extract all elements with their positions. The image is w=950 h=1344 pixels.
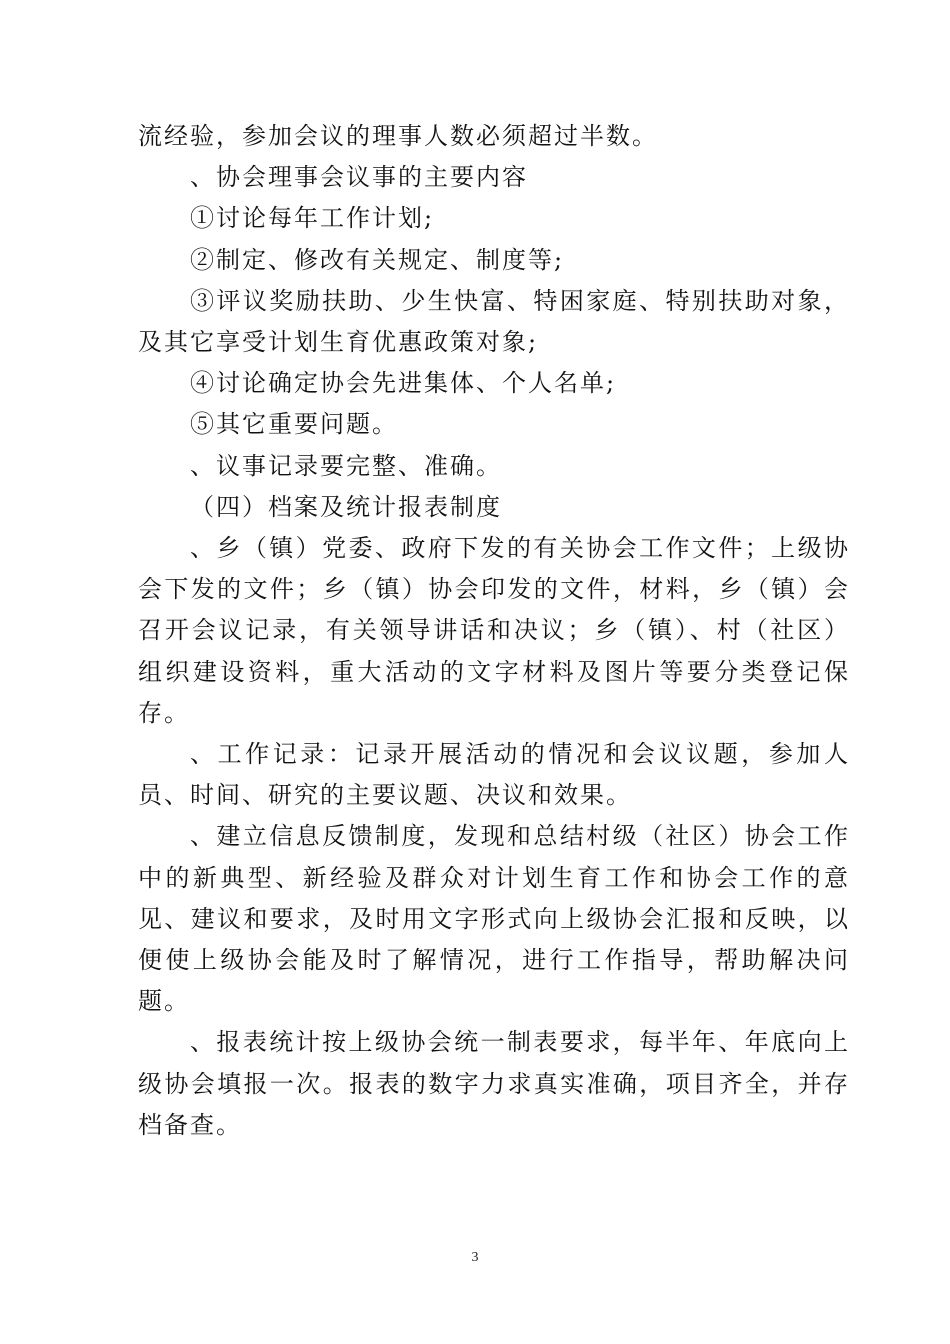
- document-body: [138, 116, 850, 1146]
- paragraph-13: 、报表统计按上级协会统一制表要求，每半年、年底向上级协会填报一次。报表的数字力求真实准确，项目齐全，并存档备查。: [138, 1028, 850, 1139]
- paragraph-6: ④讨论确定协会先进集体、个人名单;: [190, 369, 617, 398]
- section-heading: （四）档案及统计报表制度: [190, 492, 502, 521]
- paragraph-3: ①讨论每年工作计划;: [190, 204, 435, 233]
- page-number: 3: [471, 1250, 479, 1265]
- paragraph-11: 、工作记录：记录开展活动的情况和会议议题，参加人员、时间、研究的主要议题、决议和效果。: [138, 740, 850, 810]
- paragraph-8: 、议事记录要完整、准确。: [190, 451, 502, 480]
- paragraph-7: ⑤其它重要问题。: [190, 410, 398, 439]
- paragraph-5: ③评议奖励扶助、少生快富、特困家庭、特别扶助对象，及其它享受计划生育优惠政策对象;: [138, 286, 850, 357]
- paragraph-4: ②制定、修改有关规定、制度等;: [190, 245, 565, 274]
- paragraph-2: 、协会理事会议事的主要内容: [190, 163, 528, 192]
- paragraph-12: 、建立信息反馈制度，发现和总结村级（社区）协会工作中的新典型、新经验及群众对计划生育工作和协会工作的意见、建议和要求，及时用文字形式向上级协会汇报和反映，以便使上级协会能及时了解情况，进行工作指导，帮助解决问题。: [138, 822, 850, 1016]
- paragraph-1: 流经验，参加会议的理事人数必须超过半数。: [138, 122, 658, 150]
- paragraph-10: 、乡（镇）党委、政府下发的有关协会工作文件；上级协会下发的文件；乡（镇）协会印发的文件，材料，乡（镇）会召开会议记录，有关领导讲话和决议；乡（镇）、村（社区）组织建设资料，重大活动的文字材料及图片等要分类登记保存。: [138, 534, 850, 727]
